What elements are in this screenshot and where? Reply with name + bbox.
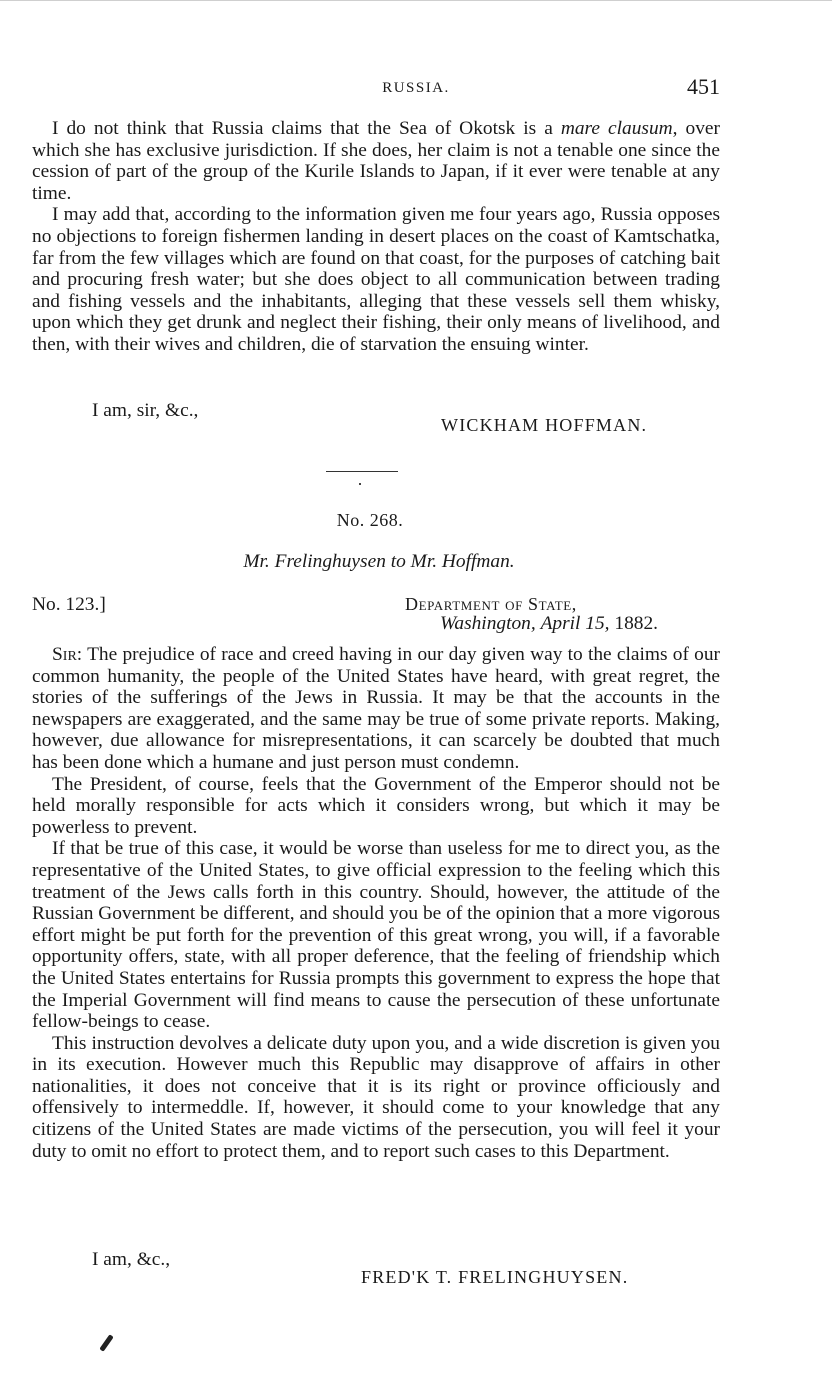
hoffman-signature: WICKHAM HOFFMAN.	[441, 415, 648, 435]
document-number: No. 268.	[336, 510, 404, 530]
dateline-city: Washington,	[440, 613, 536, 634]
despatch-reference-number: No. 123.]	[32, 594, 106, 615]
frelinghuysen-paragraph-4: This instruction devolves a delicate duty upon you, and a wide discretion is given you in its execution. However much this Republic may disapprove of affairs in other nationalities, it does not conceive that it is its right or province officiously and offensively to intermeddle. If, however, it should come to your knowledge that any citizens of the United States are made victims of the persecution, you will feel it your duty to omit no effort to protect them, and to report such cases to this Department.	[32, 1032, 720, 1162]
frelinghuysen-paragraph-3: If that be true of this case, it would be worse than useless for me to direct you, as the representative of the United States, to give official expression to the feeling which this treatment of the Jews calls forth in this country. Should, however, the attitude of the Russian Government be different, and should you be of the opinion that a more vigorous effort might be put forth for the prevention of this great wrong, you will, if a favorable opportunity offers, state, with all proper deference, that the feeling of friendship which the United States entertains for Russia prompts this government to express the hope that the Imperial Government will find means to cause the persecution of these unfortunate fellow-beings to cease.	[32, 838, 720, 1033]
dateline-year: 1882.	[614, 613, 659, 634]
page-number: 451	[687, 74, 720, 99]
hoffman-closing: I am, sir, &c.,	[92, 400, 199, 421]
dateline-month-day: April 15,	[540, 613, 610, 634]
place-and-date	[440, 613, 658, 635]
frelinghuysen-closing: I am, &c.,	[92, 1249, 171, 1270]
hoffman-paragraph-1: I do not think that Russia claims that the Sea of Okotsk is a mare clausum, over which she has exclusive jurisdiction. If she does, her claim is not a tenable one since the cession of part of the group of the Kurile Islands to Japan, if it ever were tenable at any time.	[32, 118, 720, 204]
ink-fleck	[99, 1334, 113, 1352]
frelinghuysen-paragraph-1	[32, 644, 720, 774]
department-line: Department of State,	[405, 594, 577, 614]
salutation: Sir:	[52, 644, 83, 665]
running-head: RUSSIA.	[382, 80, 450, 96]
section-divider	[326, 471, 398, 472]
frelinghuysen-signature: FRED'K T. FRELINGHUYSEN.	[361, 1267, 629, 1287]
hoffman-paragraph-2: I may add that, according to the information given me four years ago, Russia opposes no objections to foreign fishermen landing in desert places on the coast of Kamtschatka, far from the few villages which are found on that coast, for the purposes of catching bait and procuring fresh water; but she does object to all communication between trading and fishing vessels and the inhabitants, alleging that these vessels sell them whisky, upon which they get drunk and neglect their fishing, their only means of livelihood, and then, with their wives and children, die of starvation the ensuing winter.	[32, 204, 720, 355]
hoffman-letter-body	[32, 118, 720, 356]
print-speck	[359, 483, 361, 485]
document-title: Mr. Frelinghuysen to Mr. Hoffman.	[243, 551, 515, 572]
frelinghuysen-paragraph-1-text: The prejudice of race and creed having in our day given way to the claims of our common humanity, the people of the United States have heard, with great regret, the stories of the sufferings of the Jews in Russia. It may be that the accounts in the newspapers are exaggerated, and the same may be true of some private reports. Making, however, due allowance for misrepresentations, it can scarcely be doubted that much has been done which a humane and just person must condemn.	[32, 644, 720, 773]
page-header	[0, 74, 832, 104]
top-edge-rule	[0, 0, 832, 1]
latin-term: mare clausum	[560, 118, 673, 139]
frelinghuysen-paragraph-2: The President, of course, feels that the Government of the Emperor should not be held morally responsible for acts which it considers wrong, but which it may be powerless to prevent.	[32, 773, 720, 838]
frelinghuysen-letter-body	[32, 644, 720, 1162]
